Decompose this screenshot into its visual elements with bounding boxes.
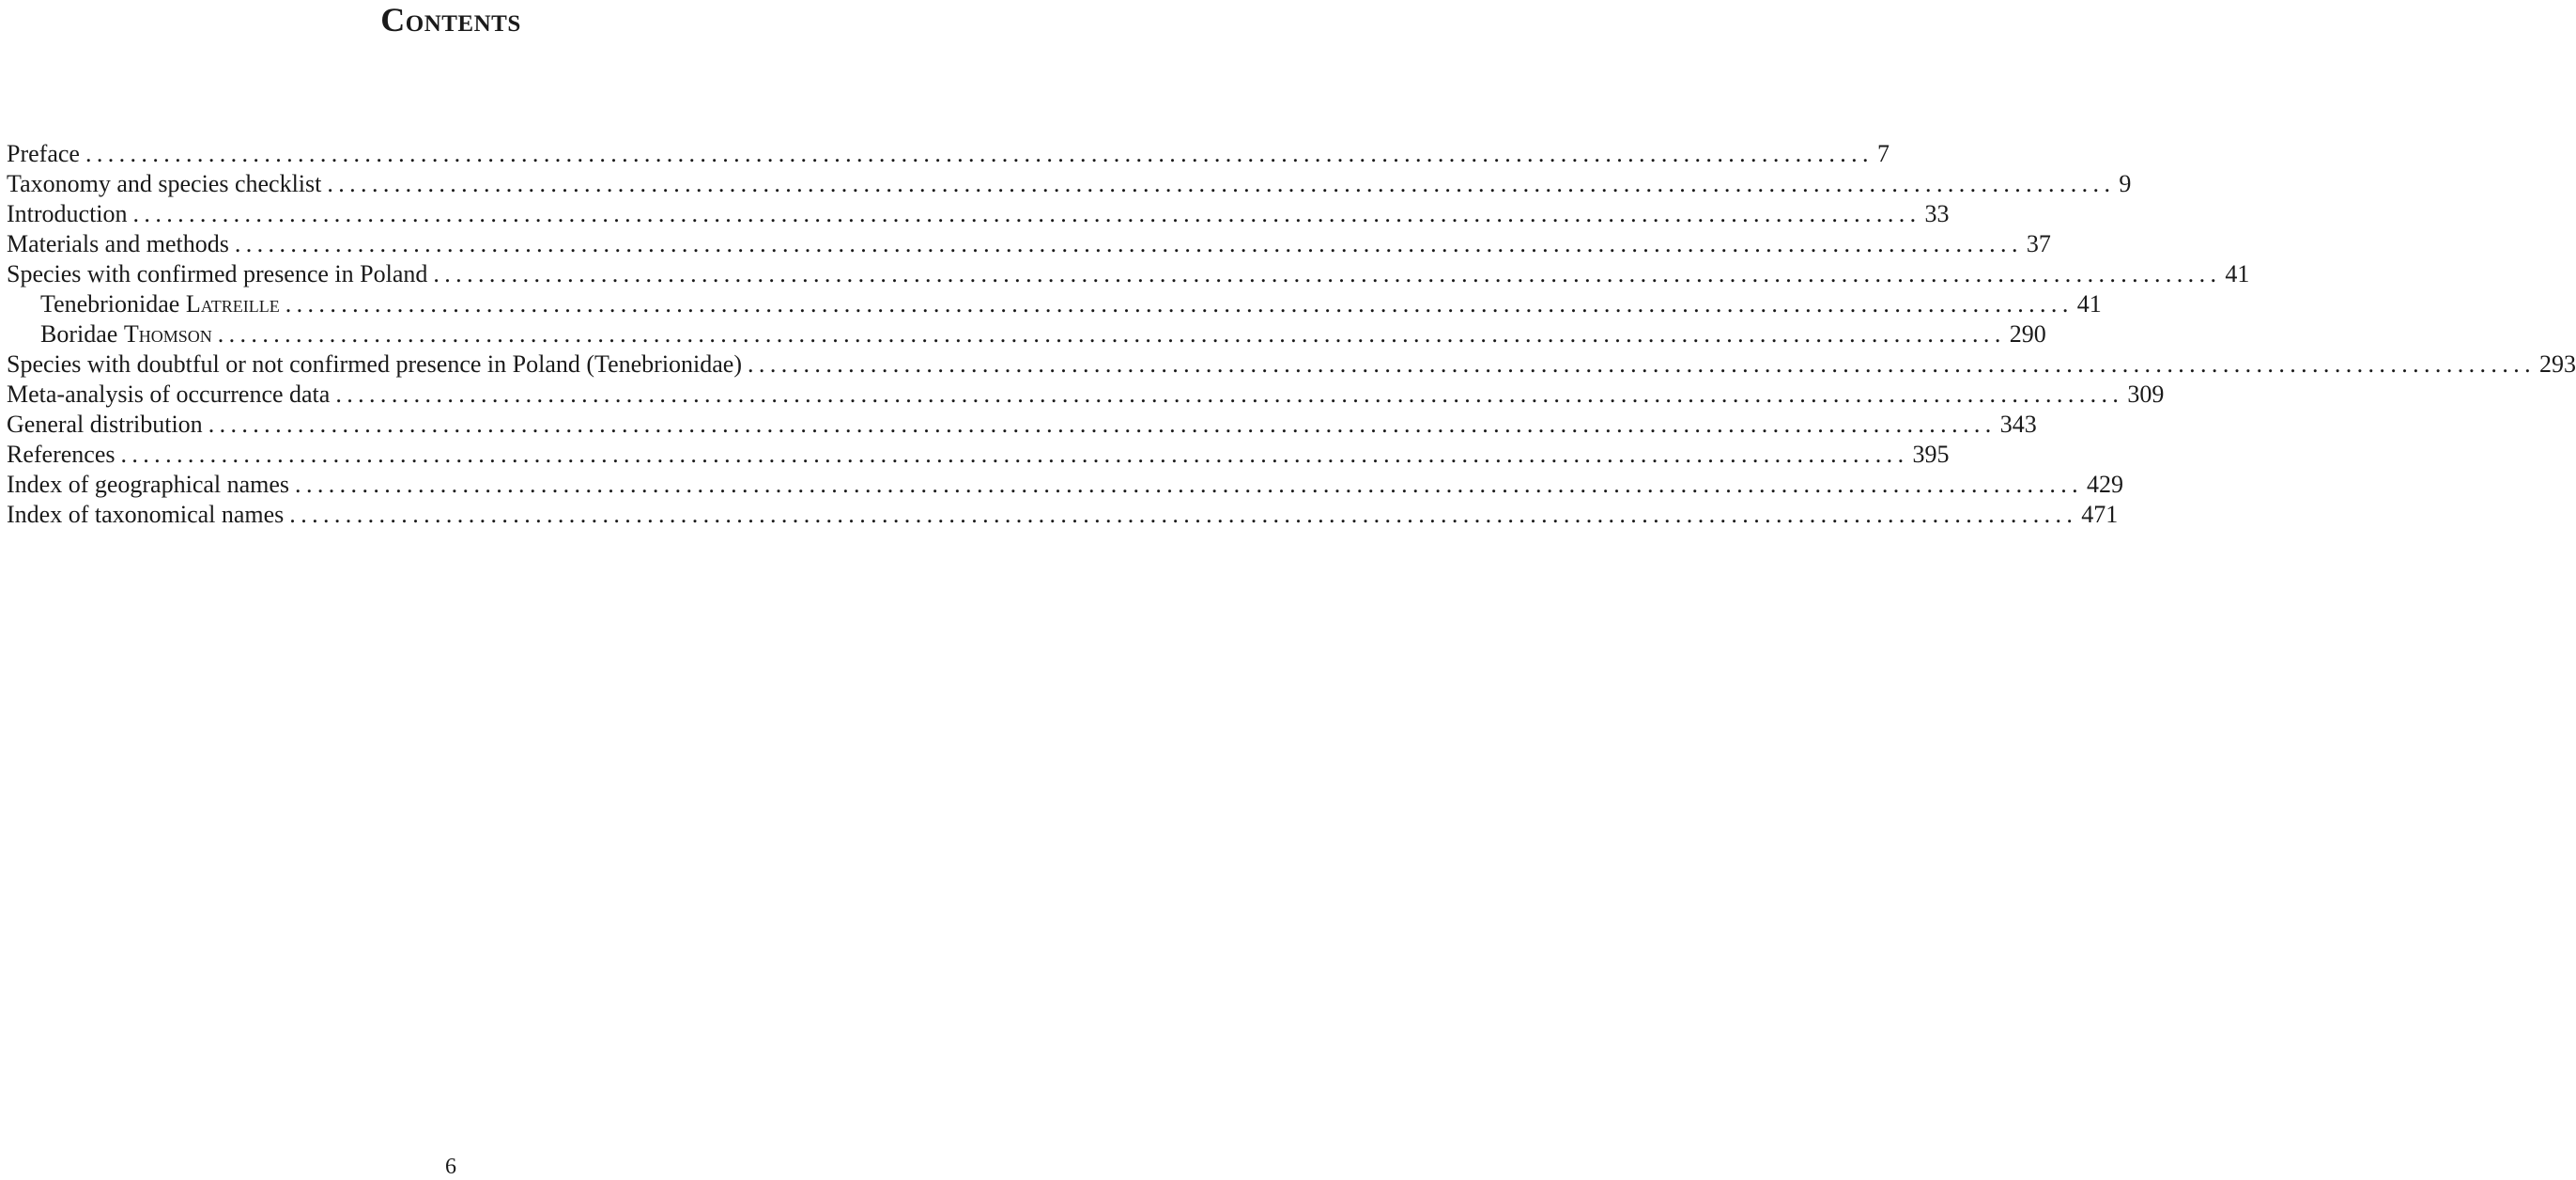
toc-entry-title: Index of geographical names bbox=[7, 471, 290, 498]
toc-entry bbox=[7, 199, 1950, 229]
toc-entry-page: 343 bbox=[1999, 411, 2037, 438]
toc-entry-author: Thomson bbox=[123, 320, 212, 348]
toc-entry-title: Boridae bbox=[40, 320, 124, 348]
toc-entry bbox=[7, 289, 2102, 319]
toc-entry bbox=[7, 139, 1890, 169]
toc-entry-label bbox=[7, 380, 335, 410]
toc-entry-title: Species with confirmed presence in Poland bbox=[7, 260, 428, 287]
toc-entry-page: 471 bbox=[2081, 501, 2119, 528]
dot-leader: ................................................................................................................................................................ bbox=[295, 471, 2084, 498]
toc-entry-page: 41 bbox=[2225, 260, 2250, 287]
toc-entry-page: 293 bbox=[2539, 350, 2576, 378]
toc-entry-page: 429 bbox=[2087, 471, 2124, 498]
toc-entry bbox=[7, 440, 1950, 470]
toc-entry bbox=[7, 319, 2046, 349]
toc-entry-title: Species with doubtful or not confirmed presence in Poland (Tenebrionidae) bbox=[7, 350, 743, 378]
toc-entry bbox=[7, 410, 2037, 440]
toc-entry-label bbox=[7, 229, 235, 259]
toc-entry-page: 33 bbox=[1924, 200, 1950, 227]
toc-entry-author: Latreille bbox=[185, 290, 280, 318]
toc-entry-title: General distribution bbox=[7, 411, 203, 438]
toc-entry-title: Introduction bbox=[7, 200, 128, 227]
toc-entry-label bbox=[40, 289, 285, 319]
toc-entry-title: References bbox=[7, 441, 116, 468]
toc-entry-label bbox=[40, 319, 218, 349]
toc-entry-page: 309 bbox=[2127, 380, 2165, 408]
toc-entry-title: Index of taxonomical names bbox=[7, 501, 285, 528]
dot-leader: ................................................................................................................................................................ bbox=[208, 411, 1997, 438]
toc-entry-title: Tenebrionidae bbox=[40, 290, 186, 318]
toc-entry-label bbox=[7, 139, 85, 169]
toc-entry-label bbox=[7, 259, 433, 289]
dot-leader: ................................................................................................................................................................ bbox=[85, 140, 1874, 167]
toc-entry bbox=[7, 500, 2119, 530]
dot-leader: ................................................................................................................................................................ bbox=[234, 230, 2023, 257]
toc-entry-page: 37 bbox=[2026, 230, 2051, 257]
toc-entry-title: Meta-analysis of occurrence data bbox=[7, 380, 331, 408]
toc-entry bbox=[7, 259, 2250, 289]
dot-leader: ................................................................................................................................................................ bbox=[120, 441, 1909, 468]
dot-leader: ................................................................................................................................................................ bbox=[285, 290, 2074, 318]
toc-entry-title: Materials and methods bbox=[7, 230, 229, 257]
toc-entry-label bbox=[7, 169, 327, 199]
toc-entry-page: 290 bbox=[2009, 320, 2046, 348]
toc-entry-label bbox=[7, 470, 295, 500]
toc-entry-page: 7 bbox=[1876, 140, 1890, 167]
dot-leader: ................................................................................................................................................................ bbox=[433, 260, 2222, 287]
toc-entry-label bbox=[7, 440, 120, 470]
toc-entry-page: 41 bbox=[2076, 290, 2102, 318]
toc-entry bbox=[7, 380, 2165, 410]
toc-entry bbox=[7, 470, 2124, 500]
dot-leader: ................................................................................................................................................................ bbox=[335, 380, 2124, 408]
toc-entry-title: Taxonomy and species checklist bbox=[7, 170, 322, 197]
toc-entry-label bbox=[7, 199, 133, 229]
toc-entry-page: 395 bbox=[1912, 441, 1950, 468]
dot-leader: ................................................................................................................................................................ bbox=[748, 350, 2537, 378]
toc-entry-label bbox=[7, 410, 208, 440]
dot-leader: ................................................................................................................................................................ bbox=[327, 170, 2116, 197]
toc-entry-label bbox=[7, 349, 748, 380]
dot-leader: ................................................................................................................................................................ bbox=[217, 320, 2006, 348]
page-number: 6 bbox=[445, 1155, 456, 1179]
toc-entry bbox=[7, 229, 2051, 259]
dot-leader: ................................................................................................................................................................ bbox=[289, 501, 2078, 528]
table-of-contents bbox=[7, 139, 2576, 530]
toc-entry-page: 9 bbox=[2119, 170, 2132, 197]
toc-entry-title: Preface bbox=[7, 140, 80, 167]
toc-entry-label bbox=[7, 500, 289, 530]
dot-leader: ................................................................................................................................................................ bbox=[132, 200, 1921, 227]
page-title: Contents bbox=[380, 1, 521, 39]
toc-entry bbox=[7, 169, 2132, 199]
toc-entry bbox=[7, 349, 2576, 380]
